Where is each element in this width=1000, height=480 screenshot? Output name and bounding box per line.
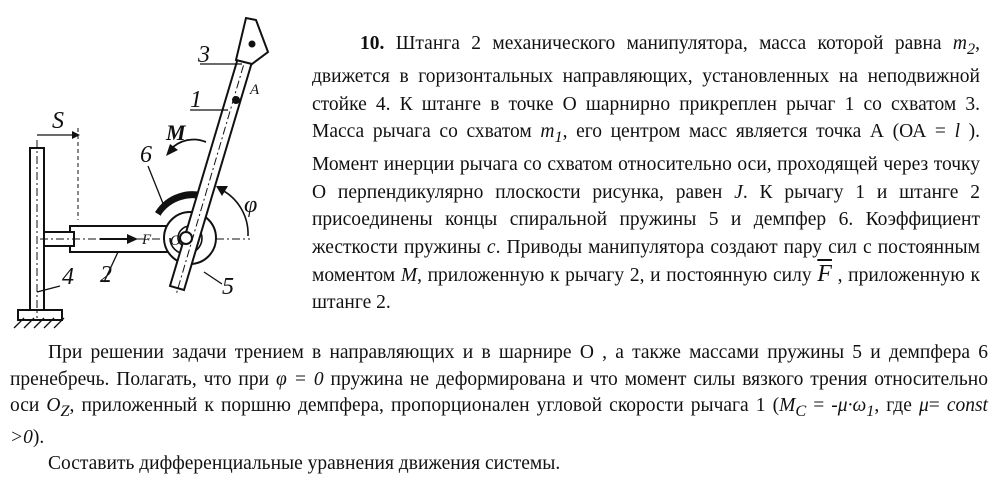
symbol-o: O xyxy=(46,395,61,417)
problem-paragraph-1 xyxy=(312,30,980,317)
label-f: F xyxy=(142,232,152,248)
text-run: = xyxy=(928,395,947,417)
problem-number: 10. xyxy=(360,33,385,54)
text-run: Штанга 2 механического манипулятора, масса которой равна xyxy=(384,33,953,54)
ground-base xyxy=(18,310,62,320)
text-run: , приложенную к рычагу 2, и постоянную силу xyxy=(417,265,818,287)
mechanism-diagram xyxy=(0,0,320,340)
moment-arrowhead xyxy=(166,144,178,156)
point-a xyxy=(233,97,239,103)
symbol-m: m xyxy=(952,33,967,54)
problem-task: Составить дифференциальные уравнения движения системы. xyxy=(48,453,561,475)
symbol-l: l xyxy=(954,121,960,143)
pivot-o xyxy=(180,232,192,244)
problem-statement xyxy=(312,30,980,317)
leader-6 xyxy=(148,166,164,206)
subscript: C xyxy=(795,402,807,421)
text-run: При решении задачи трением в направляющих и в шарнире О , а также массами пружины 5 и демпфера 6 пренебречь. Полагать, что при xyxy=(10,342,988,390)
subscript: 1 xyxy=(554,128,563,146)
subscript: 2 xyxy=(967,39,976,58)
label-m: M xyxy=(166,120,186,145)
symbol-m: m xyxy=(540,121,555,143)
text-run: , где xyxy=(874,395,919,417)
label-s: S xyxy=(52,108,64,134)
leader-5 xyxy=(204,272,222,284)
symbol-c: c xyxy=(486,236,496,258)
label-2: 2 xyxy=(100,262,112,288)
s-arrowhead xyxy=(72,131,80,139)
symbol-f-vector: $\overline{F}$ xyxy=(817,261,832,288)
symbol-mu: μ xyxy=(918,395,929,417)
formula-const: const >0 xyxy=(10,395,988,448)
symbol-j: J xyxy=(734,181,743,203)
label-1: 1 xyxy=(190,87,202,113)
label-3: 3 xyxy=(198,42,210,68)
text-run: . Приводы манипулятора создают пару сил с постоянным моментом xyxy=(312,236,980,287)
subscript: Z xyxy=(60,402,70,421)
label-6: 6 xyxy=(140,142,152,168)
label-5: 5 xyxy=(222,274,234,300)
phi-arrowhead xyxy=(216,186,228,196)
symbol-mc: M xyxy=(779,395,796,417)
text-run: . К рычагу 1 и штанге 2 присоединены концы спиральной пружины 5 и демпфер 6. Коэффициент жесткости пружины xyxy=(312,181,980,258)
subscript: 1 xyxy=(866,402,875,421)
label-o: O xyxy=(170,233,181,249)
text-run: ). Момент инерции рычага со схватом относительно оси, проходящей через точку О перпендикулярно плоскости рисунка, равен xyxy=(312,121,980,203)
text-run: , приложенную к штанге 2. xyxy=(312,265,980,314)
text-run: , движется в горизонтальных направляющих, установленных на неподвижной стойке 4. К штанге в точке О шарнирно прикреплен рычаг 1 со схватом 3. Масса рычага со схватом xyxy=(312,33,980,143)
gripper-pin xyxy=(250,42,255,47)
symbol-big-m: M xyxy=(400,265,418,287)
text-run: пружина не деформирована и что момент силы вязкого трения относительно оси xyxy=(10,368,988,417)
problem-continuation xyxy=(10,340,988,478)
lever-1 xyxy=(170,58,252,290)
problem-paragraph-2 xyxy=(10,340,988,451)
formula-phi: φ = 0 xyxy=(276,368,324,390)
text-run: = xyxy=(806,395,832,417)
label-4: 4 xyxy=(62,264,74,290)
label-a: A xyxy=(250,82,260,98)
text-run: ). xyxy=(32,426,45,448)
label-phi: φ xyxy=(244,192,258,218)
text-run: , приложенный к поршню демпфера, пропорционален угловой скорости рычага 1 ( xyxy=(69,395,780,417)
formula-mu-omega: -μ·ω xyxy=(831,395,867,417)
text-run: , его центром масс является точка А (ОА = xyxy=(562,121,955,143)
